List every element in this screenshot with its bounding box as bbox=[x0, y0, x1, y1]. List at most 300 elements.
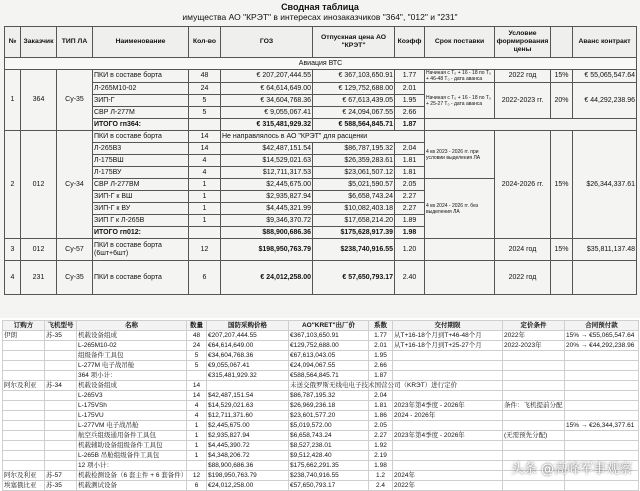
total-coef: 1.98 bbox=[395, 227, 425, 239]
group-label: Авиация ВТС bbox=[5, 58, 637, 70]
cn-cell: €129,752,688.00 bbox=[289, 341, 369, 351]
item-name: СВР Л-277М bbox=[93, 107, 189, 119]
cn-cell: 12 项小计： bbox=[77, 461, 187, 471]
price-year: 2022-2023 гг. bbox=[495, 83, 551, 119]
cn-cell bbox=[207, 381, 289, 391]
cn-cell: 未送交俄罗斯无线电电子技术国营公司（KRЭТ）进行定价 bbox=[290, 382, 458, 389]
cn-cell: 15% → €55,065,547.64 bbox=[565, 331, 639, 341]
item-name: ПКИ в составе борта bbox=[93, 261, 189, 295]
cn-col-header: AO"KRET"出厂价 bbox=[289, 321, 369, 331]
qty: 12 bbox=[189, 239, 221, 261]
item-name: ПКИ в составе борта bbox=[93, 131, 189, 143]
cn-table-row bbox=[3, 411, 639, 421]
price: $238,740,916.55 bbox=[313, 239, 395, 261]
item-name: ЗИП-Г к ВШ bbox=[93, 191, 189, 203]
delivery-term: Начиная с T₀ + 16 - 18 по T₀ + 25-27 T₀ - дата аванса bbox=[425, 83, 495, 119]
total-label: ИТОГО гп012: bbox=[93, 227, 189, 239]
total-row bbox=[5, 119, 637, 131]
advance: € 44,292,238.96 bbox=[573, 83, 637, 119]
cn-cell: L-175VSh bbox=[77, 401, 187, 411]
cn-table-row bbox=[3, 391, 639, 401]
cn-col-header: 飞机型号 bbox=[45, 321, 77, 331]
cn-cell: L-277VM 电子战吊舱 bbox=[77, 421, 187, 431]
goz: € 34,604,768.36 bbox=[221, 95, 313, 107]
group-row bbox=[5, 58, 637, 70]
coef: 2.27 bbox=[395, 191, 425, 203]
cn-cell: €9,055,067.41 bbox=[207, 361, 289, 371]
qty: 6 bbox=[189, 261, 221, 295]
cn-cell: 埃塞俄比亚 bbox=[3, 481, 45, 491]
qty: 14 bbox=[189, 131, 221, 143]
cn-table-row bbox=[3, 401, 639, 411]
advance-pct: 15% bbox=[551, 239, 573, 261]
cn-cell: €588,564,845.71 bbox=[289, 371, 369, 381]
cn-header-row bbox=[3, 321, 639, 331]
cn-cell: $4,445,390.72 bbox=[207, 441, 289, 451]
advance: $26,344,337.61 bbox=[573, 131, 637, 239]
cn-col-header: 合同预付款 bbox=[565, 321, 639, 331]
cn-col-header: 系数 bbox=[369, 321, 393, 331]
title-sub: имущества АО "КРЭТ" в интересах инозаказчиков "364", "012" и "231" bbox=[182, 12, 458, 22]
cn-cell bbox=[565, 411, 639, 421]
coef: 2.05 bbox=[395, 179, 425, 191]
cn-cell bbox=[503, 361, 565, 371]
cn-cell: 1 bbox=[187, 441, 207, 451]
cn-cell bbox=[45, 461, 77, 471]
total-goz: € 315,481,929.32 bbox=[221, 119, 313, 131]
goz: $12,711,317.53 bbox=[221, 167, 313, 179]
price-year: 2024 год bbox=[495, 239, 551, 261]
cn-table-row bbox=[3, 351, 639, 361]
cn-cell bbox=[503, 411, 565, 421]
cn-cell bbox=[503, 351, 565, 361]
item-name: Л-175ВУ bbox=[93, 167, 189, 179]
col-header: ГОЗ bbox=[221, 27, 313, 58]
cn-cell: $9,512,428.40 bbox=[289, 451, 369, 461]
cn-cell: €67,613,043.05 bbox=[289, 351, 369, 361]
cn-cell: 2.19 bbox=[369, 451, 393, 461]
cn-cell: 6 bbox=[187, 481, 207, 491]
cn-cell: $8,527,238.01 bbox=[289, 441, 369, 451]
delivery-term: 4 кв 2023 - 2026 гг. при условии выделения ЛА bbox=[425, 131, 495, 179]
cn-cell bbox=[393, 351, 503, 361]
cn-cell: 2024 - 2026年 bbox=[393, 411, 503, 421]
cn-cell bbox=[3, 451, 45, 461]
cn-cell: L-265B 吊舱组级备件工具包 bbox=[77, 451, 187, 461]
cn-cell bbox=[45, 451, 77, 461]
cn-cell bbox=[393, 441, 503, 451]
cn-cell: $5,019,572.00 bbox=[289, 421, 369, 431]
cn-cell: 1.95 bbox=[369, 351, 393, 361]
cn-cell: 2022年 bbox=[393, 481, 503, 491]
col-header: Коэфф bbox=[395, 27, 425, 58]
cn-cell bbox=[45, 351, 77, 361]
total-label: ИТОГО гп364: bbox=[93, 119, 189, 131]
cn-col-header: 数量 bbox=[187, 321, 207, 331]
col-header: ТИП ЛА bbox=[57, 27, 93, 58]
item-name: ЗИП-Г bbox=[93, 95, 189, 107]
cn-cell: 苏-35 bbox=[45, 481, 77, 491]
qty: 1 bbox=[189, 191, 221, 203]
advance-pct: 20% bbox=[551, 83, 573, 119]
price: € 367,103,650.91 bbox=[313, 70, 395, 83]
customer: 012 bbox=[21, 239, 57, 261]
cn-cell bbox=[45, 371, 77, 381]
price: $17,658,214.20 bbox=[313, 215, 395, 227]
cn-cell: €207,207,444.55 bbox=[207, 331, 289, 341]
aircraft-type: Су-35 bbox=[57, 261, 93, 295]
cn-cell: 1.86 bbox=[369, 411, 393, 421]
item-name: ЗИП Г к Л-265В bbox=[93, 215, 189, 227]
cn-cell bbox=[393, 361, 503, 371]
col-header: Отпускная цена АО "КРЭТ" bbox=[313, 27, 395, 58]
cn-cell: 从T+16-18个月到T+25-27个月 bbox=[393, 341, 503, 351]
cn-cell bbox=[187, 371, 207, 381]
cn-cell: 机载检测设备（6 套主件 + 6 套备件） bbox=[78, 472, 188, 479]
cn-cell: 2.04 bbox=[369, 391, 393, 401]
cn-cell bbox=[3, 441, 45, 451]
cn-cell: 阿尔及利亚 bbox=[3, 381, 45, 391]
col-header: Заказчик bbox=[21, 27, 57, 58]
coef: 1.89 bbox=[395, 215, 425, 227]
goz: $14,529,021.63 bbox=[221, 155, 313, 167]
cn-cell: $14,529,021.63 bbox=[207, 401, 289, 411]
price: $23,061,507.12 bbox=[313, 167, 395, 179]
goz: $4,445,321.99 bbox=[221, 203, 313, 215]
cn-cell: 20% → €44,292,238.96 bbox=[565, 341, 639, 351]
qty: 1 bbox=[189, 203, 221, 215]
customer: 012 bbox=[21, 131, 57, 239]
cn-table-row bbox=[3, 331, 639, 341]
advance: $35,811,137.48 bbox=[573, 239, 637, 261]
coef: 1.95 bbox=[395, 95, 425, 107]
goz-note: Не направлялось в АО "КРЭТ" для расценки bbox=[221, 131, 425, 143]
qty: 24 bbox=[189, 83, 221, 95]
cn-cell: $12,711,371.60 bbox=[207, 411, 289, 421]
advance: € 55,065,547.64 bbox=[573, 70, 637, 83]
cn-cell: 苏-34 bbox=[45, 381, 77, 391]
price: $86,787,195.32 bbox=[313, 143, 395, 155]
coef: 1.20 bbox=[395, 239, 425, 261]
summary-table bbox=[4, 26, 637, 295]
cn-cell bbox=[45, 441, 77, 451]
item-name: Л-265В3 bbox=[93, 143, 189, 155]
table-row bbox=[5, 261, 637, 295]
total-coef: 1.87 bbox=[395, 119, 425, 131]
cn-table-row bbox=[3, 381, 639, 391]
cn-cell: L-277M 电子战吊舱 bbox=[77, 361, 187, 371]
cn-cell bbox=[3, 431, 45, 441]
cn-cell: L-265M10-02 bbox=[77, 341, 187, 351]
price: € 24,094,067.55 bbox=[313, 107, 395, 119]
cn-cell bbox=[3, 351, 45, 361]
total-goz: $88,900,686.36 bbox=[221, 227, 313, 239]
cn-cell bbox=[45, 361, 77, 371]
delivery-term: Начиная с T₀ + 16 - 18 по T₀ + 46-48 T₀ - дата аванса bbox=[425, 70, 495, 83]
row-num: 3 bbox=[5, 239, 21, 261]
cn-cell: 2022-2023年 bbox=[503, 341, 565, 351]
price: € 129,752,688.00 bbox=[313, 83, 395, 95]
item-name: ПКИ в составе борта bbox=[93, 70, 189, 83]
goz: € 24,012,258.00 bbox=[221, 261, 313, 295]
goz: $42,487,151.54 bbox=[221, 143, 313, 155]
watermark: 头条 @高峰军事观察 bbox=[510, 462, 632, 477]
price: $6,658,743.24 bbox=[313, 191, 395, 203]
cn-cell: 14 bbox=[187, 391, 207, 401]
coef: 2.04 bbox=[395, 143, 425, 155]
cn-cell bbox=[187, 461, 207, 471]
cn-cell: 2.66 bbox=[369, 361, 393, 371]
cn-cell bbox=[565, 481, 639, 491]
cn-cell: $42,487,151.54 bbox=[207, 391, 289, 401]
goz: € 64,614,649.00 bbox=[221, 83, 313, 95]
cn-cell: 2023年第4季度 - 2026年 bbox=[393, 431, 503, 441]
cn-table-row bbox=[3, 441, 639, 451]
col-header bbox=[551, 27, 573, 58]
col-header: № bbox=[5, 27, 21, 58]
cn-table-row bbox=[3, 361, 639, 371]
cn-cell: €24,012,258.00 bbox=[207, 481, 289, 491]
cn-cell: 1.81 bbox=[369, 401, 393, 411]
item-name: Л-265М10-02 bbox=[93, 83, 189, 95]
advance-pct: 15% bbox=[551, 70, 573, 83]
cn-cell bbox=[3, 391, 45, 401]
qty: 4 bbox=[189, 155, 221, 167]
cn-cell: 航空兵组级通用备件工具包 bbox=[77, 431, 187, 441]
row-num: 2 bbox=[5, 131, 21, 239]
aircraft-type: Су-34 bbox=[57, 131, 93, 239]
coef: 1.81 bbox=[395, 155, 425, 167]
row-num: 4 bbox=[5, 261, 21, 295]
cn-cell: 机载设备组成 bbox=[77, 331, 187, 341]
goz: $2,935,827.94 bbox=[221, 191, 313, 203]
aircraft-type: Су-35 bbox=[57, 70, 93, 131]
cn-cell: 1.87 bbox=[369, 371, 393, 381]
item-name: ЗИП-Г к ВУ bbox=[93, 203, 189, 215]
total-price: € 588,564,845.71 bbox=[313, 119, 395, 131]
document-title bbox=[0, 0, 640, 22]
cn-cell: 2.01 bbox=[369, 341, 393, 351]
cn-cell: 15% → €26,344,377.61 bbox=[565, 421, 639, 431]
goz: $198,950,763.79 bbox=[221, 239, 313, 261]
qty: 48 bbox=[189, 70, 221, 83]
cn-cell: 1 bbox=[187, 451, 207, 461]
cn-cell: 1.92 bbox=[369, 441, 393, 451]
goz: $9,346,370.72 bbox=[221, 215, 313, 227]
cn-cell bbox=[3, 461, 45, 471]
cn-cell: $238,740,916.55 bbox=[289, 471, 369, 481]
qty: 14 bbox=[189, 143, 221, 155]
cn-cell bbox=[503, 371, 565, 381]
price: $10,082,403.18 bbox=[313, 203, 395, 215]
table-row bbox=[5, 131, 637, 143]
coef: 2.01 bbox=[395, 83, 425, 95]
cn-cell bbox=[503, 391, 565, 401]
cn-cell: 2.05 bbox=[369, 421, 393, 431]
col-header: Срок поставки bbox=[425, 27, 495, 58]
cn-cell: €24,094,067.55 bbox=[289, 361, 369, 371]
cn-cell bbox=[3, 411, 45, 421]
price: € 57,650,793.17 bbox=[313, 261, 395, 295]
cn-cell: (无需预先分配) bbox=[503, 431, 565, 441]
title-main: Сводная таблица bbox=[281, 2, 359, 12]
cn-cell: 2022年 bbox=[503, 331, 565, 341]
cn-cell: $198,950,763.79 bbox=[207, 471, 289, 481]
cn-cell: 2023年第4季度 - 2026年 bbox=[393, 401, 503, 411]
goz: € 9,055,067.41 bbox=[221, 107, 313, 119]
customer: 231 bbox=[21, 261, 57, 295]
cn-col-header: 名称 bbox=[77, 321, 187, 331]
cn-cell bbox=[565, 391, 639, 401]
cn-cell: $2,445,675.00 bbox=[207, 421, 289, 431]
cn-cell: 机载测试设备 bbox=[77, 481, 187, 491]
coef: 2.40 bbox=[395, 261, 425, 295]
cn-cell bbox=[45, 401, 77, 411]
qty: 5 bbox=[189, 107, 221, 119]
cn-cell: 14 bbox=[187, 381, 207, 391]
cn-cell bbox=[503, 421, 565, 431]
cn-cell: 机载辅助设备组级备件工具包 bbox=[77, 441, 187, 451]
cn-cell: 伊朗 bbox=[3, 331, 45, 341]
cn-cell bbox=[3, 371, 45, 381]
cn-cell bbox=[565, 431, 639, 441]
cn-cell: 机载设备组成 bbox=[77, 381, 187, 391]
cn-cell bbox=[565, 441, 639, 451]
cn-cell: 阿尔及利亚 bbox=[3, 471, 45, 481]
cn-cell: €57,650,793.17 bbox=[289, 481, 369, 491]
table-header-row bbox=[5, 27, 637, 58]
cn-cell: 从T+16-18个月到T+46-48个月 bbox=[393, 331, 503, 341]
cn-cell bbox=[45, 411, 77, 421]
item-name: ПКИ в составе борта (6шт+6шт) bbox=[93, 239, 189, 261]
cn-cell bbox=[565, 371, 639, 381]
cn-cell: €315,481,929.32 bbox=[207, 371, 289, 381]
cn-cell: 苏-57 bbox=[45, 471, 77, 481]
cn-cell bbox=[45, 341, 77, 351]
cn-cell: 5 bbox=[187, 351, 207, 361]
cn-cell: 1 bbox=[187, 421, 207, 431]
cn-cell bbox=[503, 481, 565, 491]
goz: $2,445,675.00 bbox=[221, 179, 313, 191]
cn-col-header: 交付期限 bbox=[393, 321, 503, 331]
col-header: Аванс контракт bbox=[573, 27, 637, 58]
cn-cell: 12 bbox=[187, 471, 207, 481]
price: $5,021,590.57 bbox=[313, 179, 395, 191]
cn-cell bbox=[45, 431, 77, 441]
cn-cell bbox=[393, 451, 503, 461]
cn-cell bbox=[565, 351, 639, 361]
cn-cell: $6,658,743.24 bbox=[289, 431, 369, 441]
cn-cell: L-265V3 bbox=[77, 391, 187, 401]
coef: 1.77 bbox=[395, 70, 425, 83]
cn-cell: 条件：飞机提前分配 bbox=[504, 402, 563, 409]
coef: 1.81 bbox=[395, 167, 425, 179]
cn-cell: 1.98 bbox=[369, 461, 393, 471]
cn-cell: $86,787,195.32 bbox=[289, 391, 369, 401]
cn-cell bbox=[393, 371, 503, 381]
cn-cell bbox=[565, 401, 639, 411]
price: $26,359,283.61 bbox=[313, 155, 395, 167]
cn-col-header: 国防采购价格 bbox=[207, 321, 289, 331]
cn-cell bbox=[45, 391, 77, 401]
col-header: Наименование bbox=[93, 27, 189, 58]
item-name: Л-175ВШ bbox=[93, 155, 189, 167]
cn-table-row bbox=[3, 371, 639, 381]
cn-cell: €64,614,649.00 bbox=[207, 341, 289, 351]
cn-cell bbox=[565, 381, 639, 391]
cn-cell: $23,601,577.20 bbox=[289, 411, 369, 421]
cn-cell: €34,604,768.36 bbox=[207, 351, 289, 361]
qty: 4 bbox=[189, 167, 221, 179]
cn-cell: 364 项小计： bbox=[77, 371, 187, 381]
item-name: СВР Л-277ВМ bbox=[93, 179, 189, 191]
table-row bbox=[5, 70, 637, 83]
cn-table-row bbox=[3, 481, 639, 491]
cn-table-row bbox=[3, 421, 639, 431]
goz: € 207,207,444.55 bbox=[221, 70, 313, 83]
cn-cell: 4 bbox=[187, 411, 207, 421]
coef: 2.27 bbox=[395, 203, 425, 215]
col-header: Кол-во bbox=[189, 27, 221, 58]
cn-cell bbox=[3, 401, 45, 411]
cn-cell bbox=[3, 361, 45, 371]
cn-cell: 1 bbox=[187, 431, 207, 441]
cn-cell: $88,900,686.36 bbox=[207, 461, 289, 471]
cn-cell bbox=[503, 381, 565, 391]
price-year: 2024-2026 гг. bbox=[495, 131, 551, 239]
cn-cell: 2.4 bbox=[369, 481, 393, 491]
customer: 364 bbox=[21, 70, 57, 131]
cn-cell: $4,348,206.72 bbox=[207, 451, 289, 461]
cn-cell bbox=[393, 421, 503, 431]
price-year: 2022 год bbox=[495, 70, 551, 83]
cn-cell: $26,969,236.18 bbox=[289, 401, 369, 411]
cn-cell: 48 bbox=[187, 331, 207, 341]
table-row bbox=[5, 239, 637, 261]
cn-cell: 2024年 bbox=[393, 471, 503, 481]
cn-col-header: 订购方 bbox=[3, 321, 45, 331]
cn-cell bbox=[393, 391, 503, 401]
aircraft-type: Су-57 bbox=[57, 239, 93, 261]
cn-cell bbox=[503, 441, 565, 451]
price: € 67,613,439.05 bbox=[313, 95, 395, 107]
table-row bbox=[5, 83, 637, 95]
col-header: Условие формирования цены bbox=[495, 27, 551, 58]
cn-cell: 苏-35 bbox=[45, 331, 77, 341]
qty: 5 bbox=[189, 95, 221, 107]
total-price: $175,628,917.39 bbox=[313, 227, 395, 239]
cn-cell: $2,935,827.94 bbox=[207, 431, 289, 441]
cn-cell: 5 bbox=[187, 361, 207, 371]
cn-cell: 1.77 bbox=[369, 331, 393, 341]
cn-col-header: 定价条件 bbox=[503, 321, 565, 331]
cn-cell: 4 bbox=[187, 401, 207, 411]
cn-cell: 组级备件工具包 bbox=[77, 351, 187, 361]
cn-cell: L-175VU bbox=[77, 411, 187, 421]
cn-cell bbox=[45, 421, 77, 431]
cn-cell: $175,662,291.35 bbox=[289, 461, 369, 471]
cn-table-row bbox=[3, 431, 639, 441]
cn-cell: 24 bbox=[187, 341, 207, 351]
price-year: 2022 год bbox=[495, 261, 551, 295]
qty: 1 bbox=[189, 215, 221, 227]
cn-cell bbox=[3, 421, 45, 431]
cn-table-row bbox=[3, 341, 639, 351]
advance-pct: 15% bbox=[551, 131, 573, 239]
cn-cell bbox=[3, 341, 45, 351]
cn-cell: 1.2 bbox=[369, 471, 393, 481]
cn-cell bbox=[565, 361, 639, 371]
